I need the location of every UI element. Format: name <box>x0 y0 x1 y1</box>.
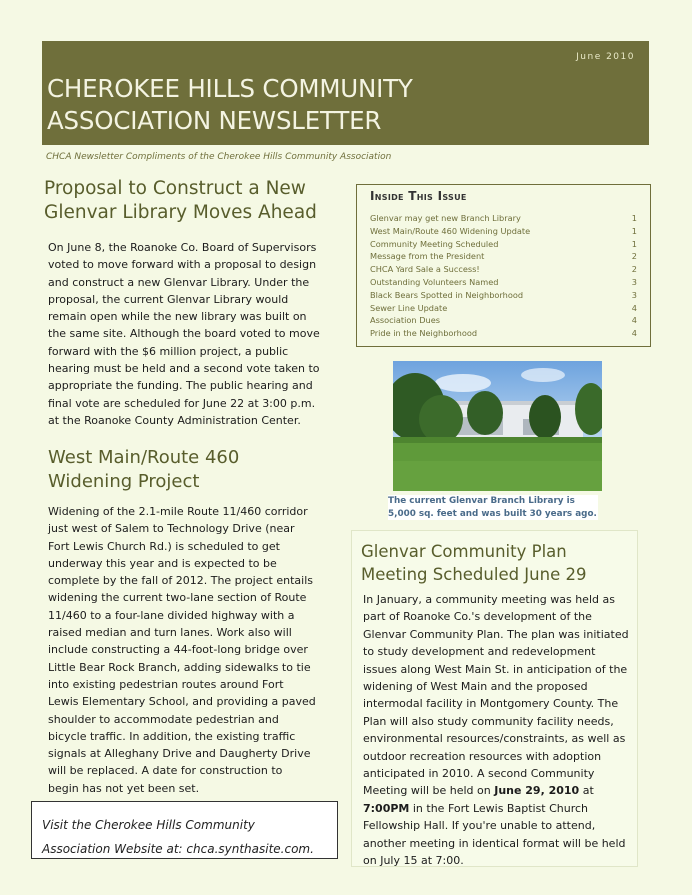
toc-label: Sewer Line Update <box>370 302 448 313</box>
body-line: shoulder to accommodate pedestrian and <box>48 712 279 726</box>
body-line: widening of West Main and the proposed <box>363 680 588 694</box>
library-photo <box>393 361 602 491</box>
body-line: anticipated in 2010. A second Community <box>363 767 595 781</box>
body-line: final vote are scheduled for June 22 at 3:00 p.m. <box>48 396 316 410</box>
toc-row[interactable] <box>370 263 637 276</box>
route-article-body <box>48 503 323 797</box>
plan-headline-line-1: Glenvar Community Plan <box>361 542 567 561</box>
toc-label: Association Dues <box>370 315 441 326</box>
toc-page: 4 <box>631 302 637 313</box>
body-line: 11/460 to a four-lane divided highway with a <box>48 608 295 622</box>
body-line: complete by the fall of 2012. The project entails <box>48 574 313 588</box>
plan-article-body <box>363 591 631 870</box>
photo-caption <box>388 495 598 520</box>
meeting-date: June 29, 2010 <box>494 784 580 798</box>
body-line: part of Roanoke Co.'s development of the <box>363 610 592 624</box>
body-line: outdoor recreation resources with adoption <box>363 749 602 763</box>
plan-headline-line-2: Meeting Scheduled June 29 <box>361 565 587 584</box>
toc-row[interactable] <box>370 225 637 238</box>
body-line: Lewis Elementary School, and providing a paved <box>48 695 316 709</box>
library-headline <box>44 177 364 225</box>
body-line: Fort Lewis Church Rd.) is scheduled to get <box>48 539 280 553</box>
issue-date: June 2010 <box>576 52 635 62</box>
toc-row[interactable] <box>370 250 637 263</box>
title-line-2: ASSOCIATION NEWSLETTER <box>47 106 382 135</box>
library-headline-line-2: Glenvar Library Moves Ahead <box>44 202 317 223</box>
toc-page: 4 <box>631 315 637 326</box>
body-line: signals at Alleghany Drive and Daugherty Drive <box>48 747 311 761</box>
caption-line-2: 5,000 sq. feet and was built 30 years ago. <box>388 508 597 519</box>
toc-row[interactable] <box>370 302 637 315</box>
body-line: and construct a new Glenvar Library. Under the <box>48 275 310 289</box>
plan-headline <box>361 540 631 586</box>
caption-line-1: The current Glenvar Branch Library is <box>388 496 575 506</box>
body-line: voted to move forward with a proposal to design <box>48 258 317 272</box>
body-line: appropriate the funding. The public hearing and <box>48 379 313 393</box>
body-line: In January, a community meeting was held as <box>363 593 615 606</box>
toc-row[interactable] <box>370 327 637 340</box>
body-line: Widening of the 2.1-mile Route 11/460 corridor <box>48 505 308 518</box>
body-line: bicycle traffic. In addition, the existing traffic <box>48 729 296 743</box>
body-line: the same site. Although the board voted to move <box>48 327 320 341</box>
body-line: another meeting in identical format will be held <box>363 836 626 850</box>
body-line: to study development and redevelopment <box>363 645 596 659</box>
toc-label: Black Bears Spotted in Neighborhood <box>370 289 524 300</box>
body-line: On June 8, the Roanoke Co. Board of Supervisors <box>48 241 317 254</box>
body-line: just west of Salem to Technology Drive (near <box>48 522 295 536</box>
toc-label: Community Meeting Scheduled <box>370 238 499 249</box>
inside-this-issue-box <box>356 184 651 347</box>
body-line: underway this year and is expected to be <box>48 556 277 570</box>
toc-row[interactable] <box>370 212 637 225</box>
toc-page: 3 <box>631 289 637 300</box>
library-article-body <box>48 239 323 429</box>
toc-page: 1 <box>631 225 637 236</box>
body-line: environmental resources/constraints, as well as <box>363 732 626 746</box>
toc-label: Outstanding Volunteers Named <box>370 276 499 287</box>
toc-label: Glenvar may get new Branch Library <box>370 213 521 223</box>
meeting-text: in the Fort Lewis Baptist Church <box>409 801 589 815</box>
library-headline-line-1: Proposal to Construct a New <box>44 178 306 199</box>
route-headline <box>48 446 348 494</box>
newsletter-credit: CHCA Newsletter Compliments of the Cherokee Hills Community Association <box>46 152 392 162</box>
toc-label: West Main/Route 460 Widening Update <box>370 225 531 236</box>
toc-row[interactable] <box>370 289 637 302</box>
body-line: issues along West Main St. in anticipation of the <box>363 662 628 676</box>
toc-label: CHCA Yard Sale a Success! <box>370 264 480 275</box>
website-line-2[interactable]: Association Website at: chca.synthasite.com. <box>42 842 314 856</box>
body-line: forward with the $6 million project, a public <box>48 344 289 358</box>
website-line-1: Visit the Cherokee Hills Community <box>42 818 255 832</box>
body-line: on July 15 at 7:00. <box>363 854 464 868</box>
body-line: begin has not yet been set. <box>48 781 200 795</box>
body-line: Little Bear Rock Branch, adding sidewalks to tie <box>48 660 311 674</box>
body-line: will be replaced. A date for construction to <box>48 764 283 778</box>
toc-label: Pride in the Neighborhood <box>370 328 478 339</box>
toc-page: 1 <box>631 213 637 223</box>
body-line: raised median and turn lanes. Work also will <box>48 626 292 640</box>
meeting-text: Meeting will be held on <box>363 784 495 798</box>
toc-row[interactable] <box>370 314 637 327</box>
body-line: Fellowship Hall. If you're unable to attend, <box>363 819 596 833</box>
masthead-banner <box>42 41 649 145</box>
body-line: at the Roanoke County Administration Center. <box>48 413 301 427</box>
inside-this-issue-title: Inside This Issue <box>370 189 467 203</box>
library-photo-illustration <box>393 361 602 491</box>
toc-page: 2 <box>631 251 637 262</box>
body-line: hearing must be held and a second vote taken to <box>48 362 320 376</box>
toc-page: 2 <box>631 264 637 275</box>
route-headline-line-2: Widening Project <box>48 471 200 492</box>
route-headline-line-1: West Main/Route 460 <box>48 447 240 468</box>
body-line: intermodal facility in Montgomery County. The <box>363 697 619 711</box>
body-line: widening the current two-lane section of Route <box>48 591 307 605</box>
body-line: proposal, the current Glenvar Library would <box>48 292 289 306</box>
body-line: Glenvar Community Plan. The plan was initiated <box>363 627 629 641</box>
toc-page: 3 <box>631 276 637 287</box>
meeting-time: 7:00PM <box>363 801 410 815</box>
toc-row[interactable] <box>370 276 637 289</box>
toc-label: Message from the President <box>370 251 485 262</box>
website-box <box>31 801 338 859</box>
body-line: remain open while the new library was built on <box>48 310 307 324</box>
title-line-1: CHEROKEE HILLS COMMUNITY <box>47 74 413 103</box>
body-line: Plan will also study community facility needs, <box>363 714 614 728</box>
body-line: include constructing a 44-foot-long bridge over <box>48 643 308 657</box>
newsletter-title <box>47 73 413 137</box>
body-line: into existing pedestrian routes around Fort <box>48 677 284 691</box>
meeting-text: at <box>579 784 594 798</box>
toc-page: 1 <box>631 238 637 249</box>
toc-page: 4 <box>631 328 637 339</box>
toc-row[interactable] <box>370 238 637 251</box>
